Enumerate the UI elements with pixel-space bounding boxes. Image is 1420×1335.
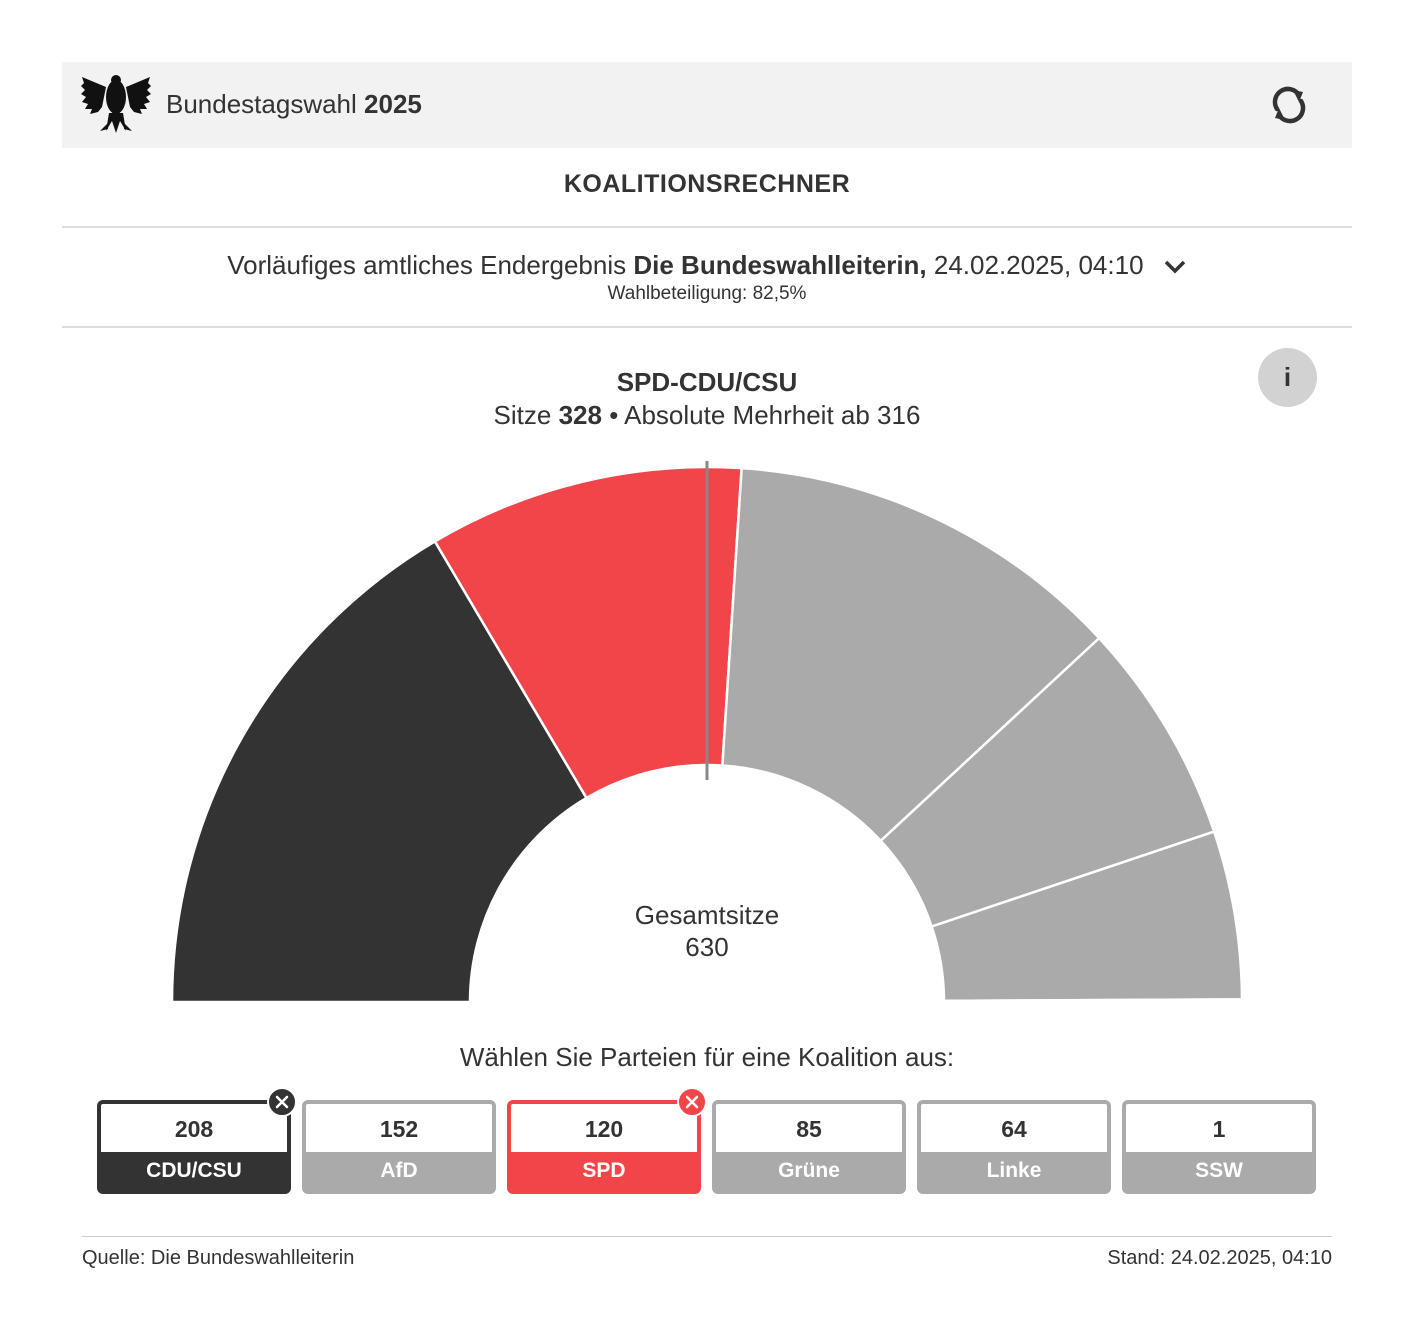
turnout: Wahlbeteiligung: 82,5% <box>607 283 807 304</box>
coalition-name: SPD-CDU/CSU <box>616 367 798 397</box>
party-tile-gruene[interactable] <box>712 1100 906 1194</box>
party-tile-cdu-csu[interactable] <box>97 1100 291 1194</box>
party-tile-linke[interactable] <box>917 1100 1111 1194</box>
party-seats: 152 <box>306 1104 492 1152</box>
result-prefix: Vorläufiges amtliches Endergebnis <box>227 250 627 280</box>
remove-party-button[interactable] <box>267 1087 297 1117</box>
footer-source: Quelle: Die Bundeswahlleiterin <box>82 1247 355 1269</box>
party-name: AfD <box>380 1159 418 1182</box>
majority-text: Absolute Mehrheit ab 316 <box>624 400 921 430</box>
party-seats: 208 <box>101 1104 287 1152</box>
party-seats: 1 <box>1126 1104 1312 1152</box>
result-datetime: 24.02.2025, 04:10 <box>933 250 1144 280</box>
party-seats: 85 <box>716 1104 902 1152</box>
seat-slice-ssw <box>944 999 1242 1002</box>
coalition-seat-count: 328 <box>558 400 602 430</box>
app-title: Bundestagswahl 2025 <box>166 89 422 119</box>
footer-timestamp: Stand: 24.02.2025, 04:10 <box>1107 1247 1332 1269</box>
party-name: CDU/CSU <box>146 1159 242 1182</box>
remove-party-button[interactable] <box>677 1087 707 1117</box>
party-name: Grüne <box>778 1159 840 1182</box>
party-name: SPD <box>582 1159 626 1182</box>
tool-title: KOALITIONSRECHNER <box>563 170 851 198</box>
party-seats: 64 <box>921 1104 1107 1152</box>
info-button[interactable]: i <box>1258 348 1317 407</box>
party-name: Linke <box>986 1159 1042 1182</box>
total-seats: 630 <box>685 932 729 962</box>
party-tile-ssw[interactable] <box>1122 1100 1316 1194</box>
party-name: SSW <box>1195 1159 1243 1182</box>
party-tile-spd[interactable] <box>507 1100 701 1194</box>
result-source: Die Bundeswahlleiterin, <box>633 250 927 280</box>
party-seats: 120 <box>511 1104 697 1152</box>
center-label: Gesamtsitze <box>634 900 780 930</box>
party-tile-afd[interactable] <box>302 1100 496 1194</box>
close-icon <box>269 1089 295 1115</box>
close-icon <box>679 1089 705 1115</box>
selection-prompt: Wählen Sie Parteien für eine Koalition aus: <box>459 1042 955 1072</box>
coalition-seats: Sitze 328 • Absolute Mehrheit ab 316 <box>493 400 921 430</box>
footer-divider <box>82 1236 1332 1237</box>
